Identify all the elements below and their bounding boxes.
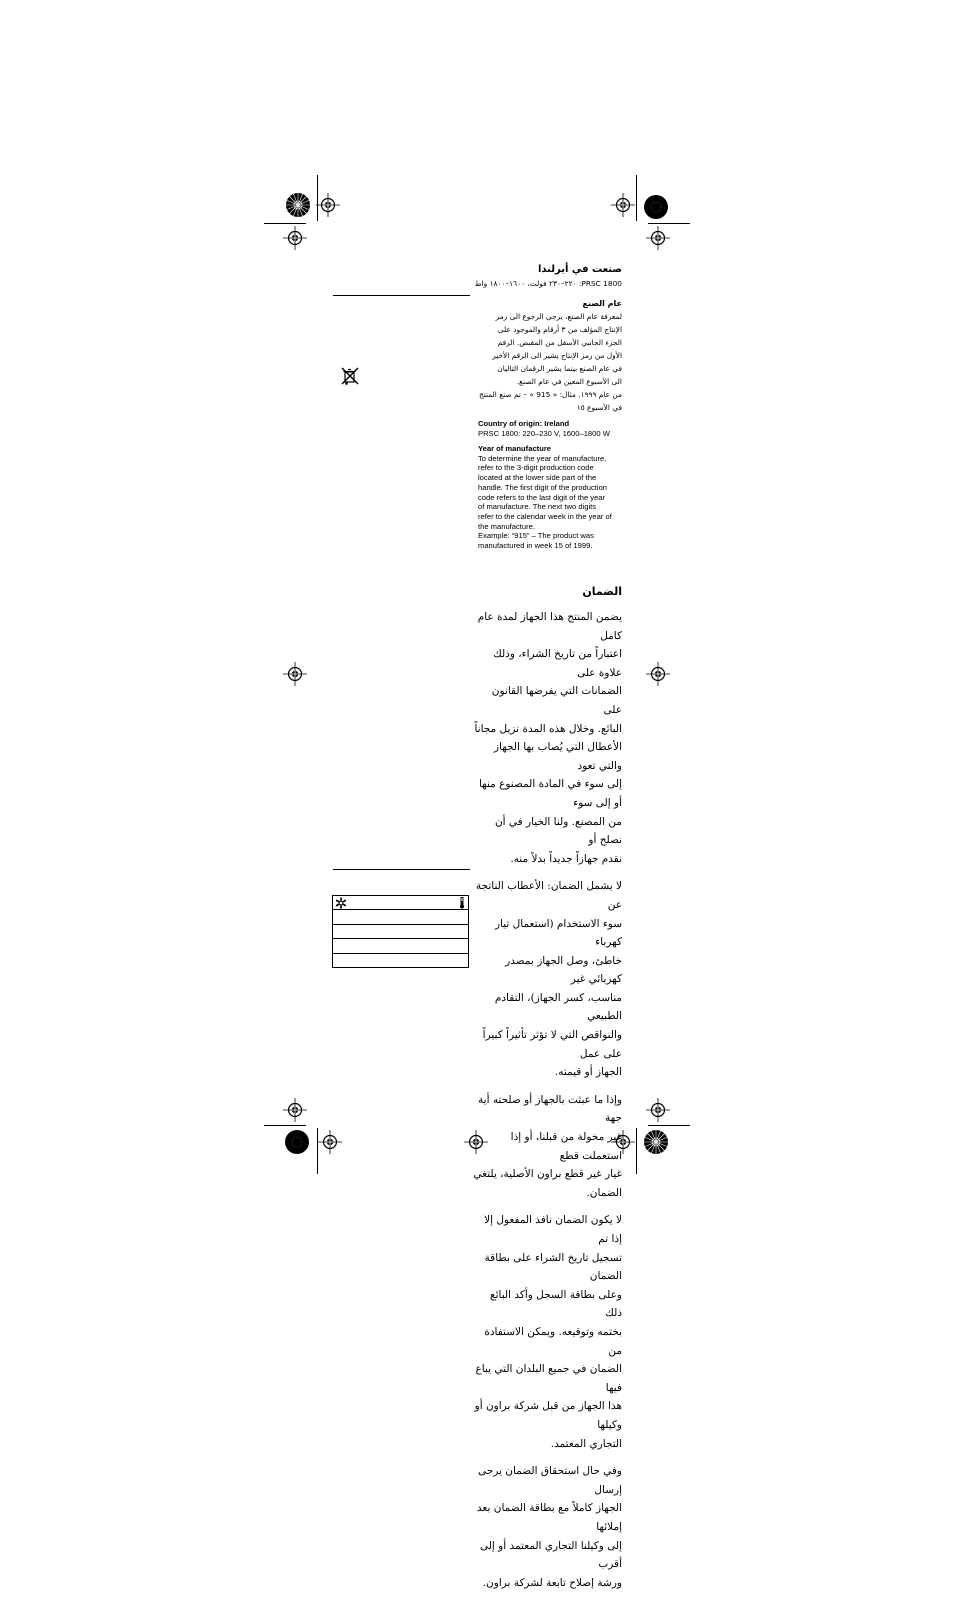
english-year-line: Example: “915” – The product was (478, 531, 594, 541)
english-year-line: refer to the calendar week in the year of (478, 511, 612, 521)
arabic-warranty-block (472, 585, 622, 1601)
arabic-year-title: عام الصنع (582, 299, 622, 308)
warranty-line: يضمن المنتج هذا الجهاز لمدة عام كامل (477, 611, 622, 642)
crossed-out-wheelie-bin-icon (340, 366, 360, 386)
english-year-title: Year of manufacture (478, 444, 552, 453)
table-row (333, 953, 469, 967)
warranty-line: الجهاز أو قيمته. (554, 1066, 622, 1079)
table-row (333, 924, 469, 938)
arabic-origin-block (474, 263, 622, 290)
warranty-line: وعلى بطاقة السجل وأكد البائع ذلك (489, 1288, 622, 1320)
arabic-origin-specs: PRSC 1800: ٢٢٠–٢٣٠ فولت، ١٦٠٠–١٨٠٠ واط (474, 279, 622, 288)
english-origin-block (478, 419, 628, 438)
warranty-line: غيار غير قطع براون الأصلية، يلتغي (473, 1168, 622, 1181)
product-code-table (332, 895, 469, 968)
arabic-year-line: في عام الصنع بينما يشير الرقمان التاليان (497, 364, 622, 373)
warranty-line: بختمه وتوقيعه. ويمكن الاستفادة من (484, 1325, 622, 1357)
warranty-line: غير مخولة من قبلنا، أو إذا استعملت قطع (510, 1131, 622, 1162)
arabic-year-line: من عام ١٩٩٩. مثال: « 915 » – تم صنع المنتج (479, 390, 622, 399)
section-divider-top (333, 295, 470, 296)
english-year-line: located at the lower side part of the (478, 473, 597, 483)
warranty-line: هذا الجهاز من قبل شركة براون أو وكيلها (474, 1400, 622, 1431)
warranty-line: الأعطال التي يُصاب بها الجهاز والتي تعود (493, 741, 622, 772)
warranty-line: من المصنع. ولنا الخيار في أن نصلح أو (494, 815, 622, 847)
arabic-year-line: الى الأسبوع المعين في عام الصنع. (516, 377, 622, 386)
arabic-warranty-title: الضمان (582, 585, 622, 598)
warranty-line: مناسب، كسر الجهاز)، التقادم الطبيعي (494, 991, 622, 1023)
warranty-line: إلى سوء في المادة المصنوع منها أو إلى سوء (478, 778, 622, 809)
warranty-line: وفي حال استحقاق الضمان يرجى إرسال (478, 1465, 622, 1496)
warranty-line: خاطئ، وصل الجهاز بمصدر كهربائي غير (505, 954, 622, 986)
english-origin-specs: PRSC 1800: 220–230 V, 1600–1800 W (478, 428, 610, 438)
warranty-paragraph (472, 1091, 622, 1203)
warranty-line: الضمانات التي يفرضها القانون على (491, 685, 622, 716)
english-year-line: refer to the 3-digit production code (478, 463, 594, 473)
warranty-paragraph (472, 608, 622, 868)
english-year-line: of manufacture. The next two digits (478, 502, 597, 512)
thermometer-icon (458, 897, 466, 909)
warranty-line: نقدم جهازاً جديداً بدلاً منه. (510, 852, 622, 865)
arabic-year-line: في الأسبوع ١٥ (576, 403, 622, 412)
english-year-block (478, 444, 628, 551)
english-year-line: To determine the year of manufacture, (478, 453, 607, 463)
arabic-year-line: الأول من رمز الإنتاج يشير الى الرقم الأخير (492, 351, 622, 360)
english-year-line: manufactured in week 15 of 1999. (478, 541, 593, 551)
warranty-line: التجاري المعتمد. (550, 1437, 622, 1450)
warranty-line: الضمان. (586, 1186, 622, 1199)
warranty-line: البائع. وخلال هذه المدة نزيل مجاناً (474, 722, 622, 735)
arabic-year-line: الإنتاج المؤلف من ٣ أرقام والموجود على (497, 325, 622, 334)
warranty-line: سوء الاستخدام (استعمال تيار كهرباء (494, 917, 622, 949)
warranty-line: الضمان في جميع البلدان التي يباع فيها (475, 1363, 622, 1394)
section-divider-bottom (333, 869, 470, 870)
warranty-line: والنواقص التي لا تؤثر تأثيراً كبيراً على عمل (482, 1029, 622, 1060)
english-year-line: the manufacture. (478, 521, 535, 531)
warranty-line: لا يكون الضمان نافذ المفعول إلا إذا تم (484, 1214, 622, 1245)
warranty-line: اعتباراً من تاريخ الشراء، وذلك علاوة على (493, 648, 622, 679)
arabic-origin-title: صنعت في أيرلندا (537, 264, 622, 275)
english-year-line: handle. The first digit of the production (478, 482, 608, 492)
arabic-year-line: الجزء الجانبي الأسفل من المقبض. الرقم (497, 338, 622, 347)
arabic-year-block (478, 297, 622, 414)
warranty-paragraph (472, 1462, 622, 1592)
warranty-line: ورشة إصلاح تابعة لشركة براون. (482, 1576, 622, 1589)
warranty-line: وإذا ما عبثت بالجهاز أو صلحته أية جهة (478, 1093, 622, 1125)
warranty-paragraph (472, 877, 622, 1082)
english-year-line: code refers to the last digit of the year (478, 492, 606, 502)
warranty-paragraph (472, 1211, 622, 1453)
warranty-line: لا يشمل الضمان: الأعطاب الناتجة عن (475, 880, 622, 911)
fan-icon (335, 897, 347, 909)
warranty-line: الجهاز كاملاً مع بطاقة الضمان بعد إملائها (476, 1502, 622, 1533)
warranty-line: إلى وكيلنا التجاري المعتمد أو إلى أقرب (479, 1539, 622, 1571)
table-row (333, 910, 469, 924)
arabic-year-line: لمعرفة عام الصنع، يرجى الرجوع الى رمز (495, 312, 622, 321)
warranty-line: تسجيل تاريخ الشراء على بطاقة الضمان (484, 1251, 622, 1283)
table-row (333, 939, 469, 953)
english-origin-title: Country of origin: Ireland (478, 419, 570, 428)
table-header-row (333, 896, 469, 910)
